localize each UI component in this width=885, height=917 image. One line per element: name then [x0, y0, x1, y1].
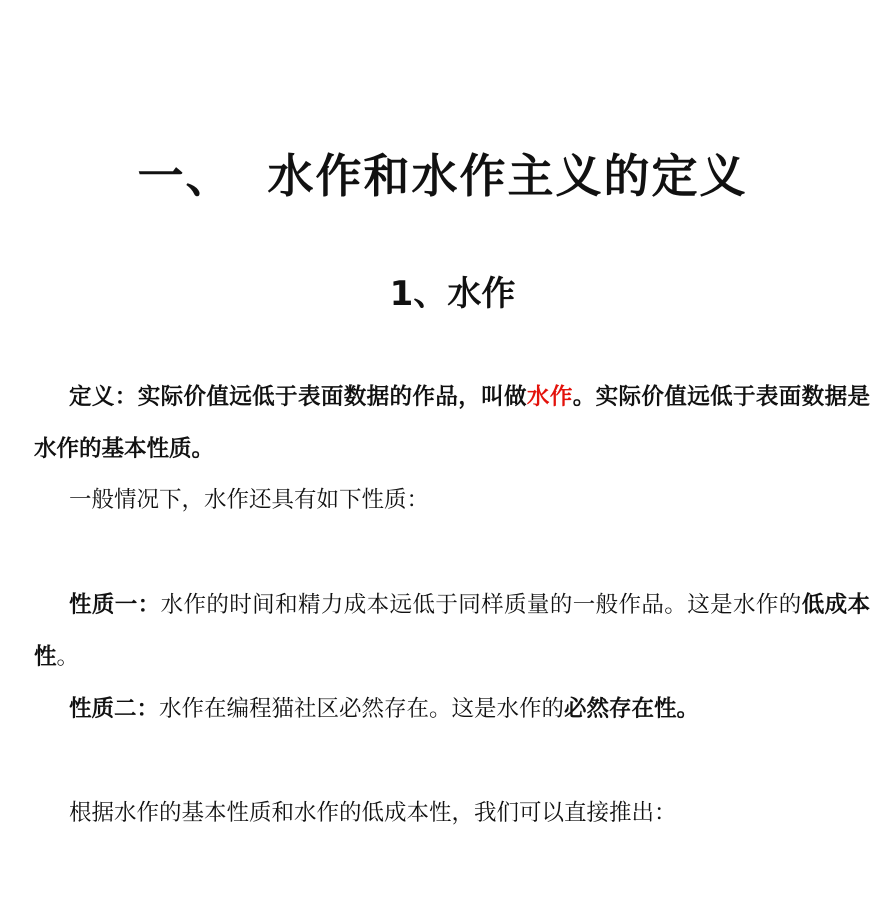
- general-intro-paragraph: 一般情况下，水作还具有如下性质：: [69, 487, 430, 513]
- property-two-text: 水作在编程猫社区必然存在。这是水作的: [159, 696, 565, 722]
- property-two-label: 性质二：: [69, 696, 160, 722]
- definition-text: 实际价值远低于表面数据的作品，叫做: [137, 384, 527, 410]
- property-two-paragraph: [34, 683, 870, 735]
- section-heading: [0, 146, 885, 206]
- property-one-paragraph: [34, 579, 870, 683]
- property-two-emphasis: 必然存在性。: [564, 696, 700, 722]
- property-one-ending: 。: [56, 644, 80, 670]
- section-number: 一、: [137, 149, 234, 203]
- property-one-emphasis: 低成本性: [34, 592, 870, 670]
- definition-basic-property: 。实际价值远低于表面数据是水作的基本性质。: [34, 384, 870, 462]
- property-one-label: 性质一：: [69, 592, 161, 618]
- conclusion-intro-paragraph: 根据水作的基本性质和水作的低成本性，我们可以直接推出：: [69, 800, 677, 826]
- definition-paragraph: [34, 371, 870, 475]
- definition-label: 定义：: [69, 384, 138, 410]
- definition-term: 水作: [526, 384, 573, 410]
- section-title: 水作和水作主义的定义: [267, 149, 748, 203]
- property-one-text: 水作的时间和精力成本远低于同样质量的一般作品。这是水作的: [160, 592, 802, 618]
- subsection-heading: 1、水作: [389, 274, 516, 314]
